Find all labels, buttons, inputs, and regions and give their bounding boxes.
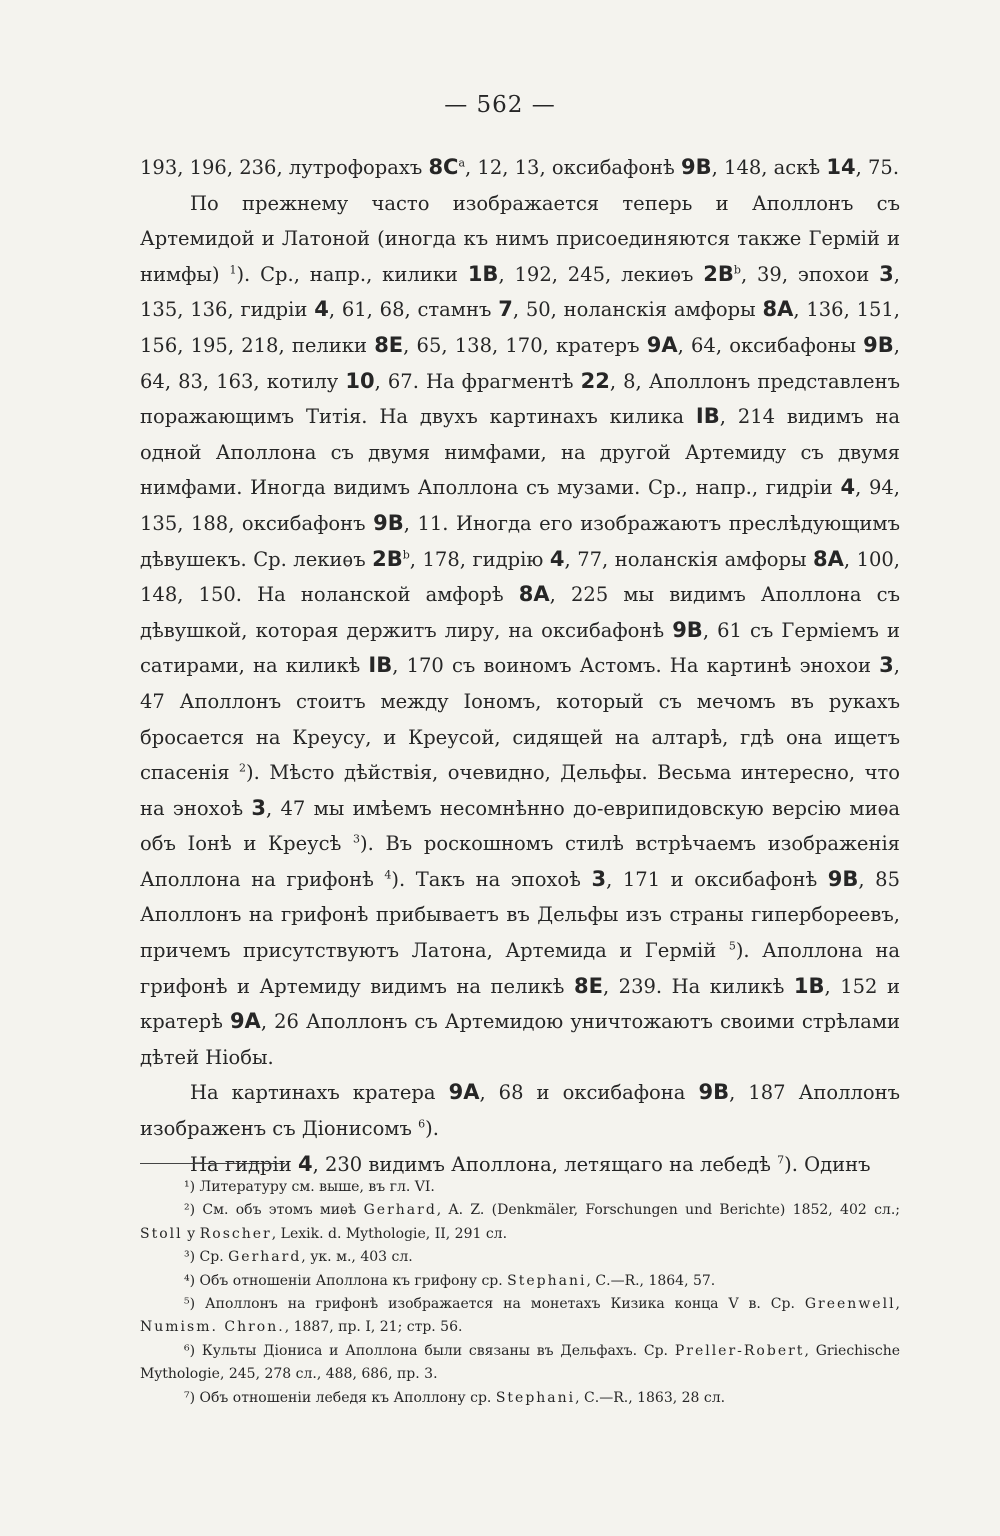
footnote-ref: b — [402, 548, 410, 562]
text-run: , 47 мы имѣемъ несомнѣнно до-еврипидовскую версію миѳа объ Іонѣ и Креусѣ — [140, 796, 900, 856]
footnote-ref: 3 — [352, 832, 360, 846]
text-run: , С.—R., 1863, 28 сл. — [575, 1389, 726, 1406]
vase-ref: 4 — [314, 297, 329, 322]
text-run: ). Одинъ — [784, 1152, 871, 1176]
footnotes — [140, 1176, 900, 1410]
vase-ref: 3 — [879, 653, 894, 678]
text-run: Stephani — [507, 1272, 587, 1289]
vase-ref: 3 — [879, 261, 894, 286]
vase-ref: 4 — [297, 1151, 313, 1176]
text-run: , 47 Аполлонъ стоитъ между Іономъ, который съ мечомъ въ рукахъ бросается на Креусу, и Креусой, сидящей на алтарѣ, гдѣ она ищетъ спасенія — [140, 654, 900, 785]
footnote-ref: a — [458, 156, 466, 170]
footnote-ref: 5 — [728, 939, 736, 953]
vase-ref: 9B — [863, 332, 894, 357]
text-run: , 230 видимъ Аполлона, летящаго на лебедѣ — [312, 1152, 778, 1176]
page-number: — 562 — — [444, 92, 556, 118]
vase-ref: 8E — [374, 332, 404, 357]
text-run: ⁷) Объ отношеніи лебедя къ Аполлону ср. — [184, 1389, 496, 1406]
text-run: , 61 съ Герміемъ и сатирами, на киликѣ — [140, 618, 900, 678]
footnote-ref: 1 — [229, 263, 237, 277]
text-run: , 100, 148, 150. На ноланской амфорѣ — [140, 547, 900, 607]
text-run: Stephani — [495, 1389, 576, 1406]
text-run: ). Аполлона на грифонѣ и Артемиду видимъ на пеликѣ — [140, 939, 901, 998]
vase-ref: 3 — [251, 795, 266, 820]
text-run: у — [182, 1225, 200, 1242]
vase-ref: 7 — [498, 297, 513, 322]
text-run: , 225 мы видимъ Аполлона съ дѣвушкой, которая держитъ лиру, на оксибафонѣ — [140, 583, 900, 642]
text-run: , 11. Иногда его изображаютъ преслѣдующимъ дѣвушекъ. Ср. лекиѳъ — [140, 511, 900, 571]
vase-ref: 9B — [698, 1080, 730, 1105]
text-run: , 152 и кратерѣ — [140, 974, 900, 1034]
text-run: ⁴) Объ отношеніи Аполлона къ грифону ср. — [184, 1272, 508, 1289]
text-run: , 178, гидрію — [409, 547, 550, 571]
text-run: , 65, 138, 170, кратеръ — [403, 333, 647, 357]
text-run: 193, 196, 236, лутрофорахъ — [140, 156, 429, 179]
text-run: , 192, 245, лекиѳъ — [498, 262, 704, 286]
footnote — [140, 1293, 900, 1340]
vase-ref: IB — [695, 404, 720, 429]
vase-ref: 8A — [518, 582, 550, 607]
text-run: , ук. м., 403 сл. — [301, 1249, 413, 1266]
vase-ref: 2B — [703, 261, 734, 286]
text-run: , 214 видимъ на одной Аполлона съ двумя нимфами, на другой Артемиду съ двумя нимфами. Иногда видимъ Аполлона съ музами. Ср., напр., гидріи — [140, 405, 900, 500]
footnote — [140, 1246, 900, 1269]
text-run: , 94, 135, 188, оксибафонъ — [140, 476, 900, 535]
text-run: , 170 съ воиномъ Астомъ. На картинѣ энохои — [392, 654, 880, 678]
text-run: ⁵) Аполлонъ на грифонѣ изображается на монетахъ Кизика конца V в. Ср. — [184, 1296, 805, 1313]
text-run: Roscher — [199, 1225, 272, 1242]
footnote — [140, 1387, 900, 1410]
footnote-divider — [140, 1163, 285, 1164]
text-run: , 8, Аполлонъ представленъ поражающимъ Титія. На двухъ картинахъ килика — [140, 369, 900, 429]
text-run: , 148, аскѣ — [711, 156, 827, 179]
text-run: , 1887, пр. I, 21; стр. 56. — [284, 1319, 463, 1336]
text-run: ¹) Литературу см. выше, въ гл. VI. — [184, 1179, 435, 1195]
text-run: , 68 и оксибафона — [479, 1081, 699, 1105]
main-text — [140, 150, 900, 1182]
text-run: , 64, 83, 163, котилу — [140, 333, 900, 393]
text-run: Gerhard — [228, 1249, 302, 1266]
vase-ref: 9B — [373, 510, 404, 535]
text-run: Gerhard — [363, 1202, 437, 1219]
text-run: По прежнему часто изображается теперь и Аполлонъ съ Артемидой и Латоной (иногда къ нимъ присоединяются также Гермій и нимфы) — [140, 191, 900, 286]
vase-ref: 10 — [345, 368, 375, 393]
footnote-ref: b — [733, 263, 741, 277]
text-run: , 64, оксибафоны — [677, 333, 864, 357]
text-run: , 26 Аполлонъ съ Артемидою уничтожаютъ своими стрѣлами дѣтей Ніобы. — [140, 1010, 900, 1069]
footnote — [140, 1270, 900, 1293]
text-run: , 39, эпохои — [740, 262, 880, 286]
text-run: ²) См. объ этомъ миѳѣ — [184, 1202, 364, 1219]
text-run: Numism. Chron. — [140, 1319, 285, 1336]
text-run: ⁶) Культы Діониса и Аполлона были связаны въ Дельфахъ. Ср. — [184, 1342, 675, 1359]
text-run: ). Такъ на эпохоѣ — [391, 867, 592, 891]
text-run: , 67. На фрагментѣ — [374, 369, 581, 393]
text-run: , A. Z. (Denkmäler, Forschungen und Berichte) 1852, 402 сл.; — [436, 1202, 900, 1219]
text-run: Preller-Robert — [674, 1342, 805, 1359]
vase-ref: 9A — [448, 1080, 480, 1105]
text-run: ³) Ср. — [184, 1249, 229, 1266]
text-run: ). Ср., напр., килики — [236, 262, 468, 286]
text-run: Greenwell — [804, 1296, 896, 1313]
text-run: , 12, 13, оксибафонѣ — [465, 156, 682, 179]
paragraph — [140, 186, 900, 1076]
text-run: , 136, 151, 156, 195, 218, пелики — [140, 298, 900, 357]
footnote-ref: 6 — [418, 1117, 426, 1131]
vase-ref: 8C — [428, 155, 459, 179]
vase-ref: 3 — [591, 866, 607, 891]
vase-ref: 9A — [229, 1009, 261, 1034]
footnote — [140, 1340, 900, 1387]
vase-ref: 8E — [573, 973, 603, 998]
text-run: На гидріи — [190, 1152, 298, 1176]
text-run: , 171 и оксибафонѣ — [606, 867, 828, 891]
footnote — [140, 1176, 900, 1199]
vase-ref: 9B — [827, 866, 859, 891]
text-run: , 77, ноланскія амфоры — [564, 547, 813, 571]
text-run: , 85 Аполлонъ на грифонѣ прибываетъ въ Дельфы изъ страны гипербореевъ, причемъ присутствуютъ Латона, Артемида и Гермій — [140, 867, 900, 963]
text-run: , 75. — [855, 156, 900, 179]
vase-ref: 14 — [826, 155, 856, 179]
text-run: , 187 Аполлонъ изображенъ съ Діонисомъ — [140, 1081, 900, 1141]
vase-ref: 8A — [762, 297, 794, 322]
footnote-ref: 2 — [239, 761, 247, 775]
vase-ref: 9B — [681, 155, 712, 179]
text-run: Stoll — [140, 1225, 183, 1242]
paragraph — [140, 150, 900, 186]
vase-ref: 4 — [549, 546, 565, 571]
text-run: ). Мѣсто дѣйствія, очевидно, Дельфы. Весьма интересно, что на энохоѣ — [140, 761, 900, 820]
text-run: , — [895, 1296, 900, 1313]
text-run: На картинахъ кратера — [190, 1081, 449, 1105]
vase-ref: 9A — [646, 332, 678, 357]
footnote-ref: 7 — [777, 1153, 785, 1167]
text-run: , Griechische Mythologie, 245, 278 сл., 488, 686, пр. 3. — [140, 1342, 900, 1383]
text-run: , 61, 68, стамнъ — [328, 298, 499, 322]
vase-ref: 2B — [372, 546, 403, 571]
text-run: , 135, 136, гидріи — [140, 262, 900, 322]
text-run: ). Въ роскошномъ стилѣ встрѣчаемъ изображенія Аполлона на грифонѣ — [140, 832, 900, 891]
text-run: ). — [425, 1117, 439, 1141]
text-run: , С.—R., 1864, 57. — [586, 1272, 716, 1289]
text-run: , 239. На киликѣ — [602, 974, 794, 998]
text-run: , 50, ноланскія амфоры — [512, 298, 763, 322]
vase-ref: 8A — [812, 546, 844, 571]
vase-ref: 4 — [840, 475, 856, 500]
vase-ref: IB — [368, 653, 393, 678]
text-run: , Lexik. d. Mythologie, II, 291 сл. — [271, 1225, 508, 1242]
footnote — [140, 1199, 900, 1246]
paragraph — [140, 1075, 900, 1146]
vase-ref: 9B — [672, 617, 703, 642]
footnote-ref: 4 — [384, 868, 392, 882]
vase-ref: 22 — [580, 368, 610, 393]
vase-ref: 1B — [467, 261, 499, 286]
vase-ref: 1B — [793, 973, 825, 998]
